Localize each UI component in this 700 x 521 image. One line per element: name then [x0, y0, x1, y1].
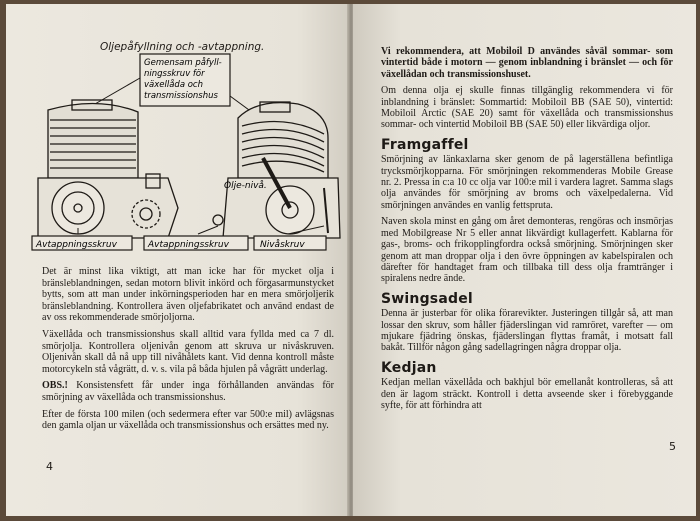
left-page-body: [42, 266, 334, 437]
label-avtappningsskruv-2: Avtappningsskruv: [148, 240, 229, 250]
paragraph-swingsadel: Denna är justerbar för olika förarevikter. Justeringen tillgår så, att man lossar den skruv, som håller fjäderslingan vid ramröret, varefter — om mjukare fjädring önskas, fjäderslingan flyttas framåt, i motsatt fall bakåt. Tillför någon gång sadellagringen några droppar olja.: [381, 308, 673, 354]
intro-alternatives: Om denna olja ej skulle finnas tillgänglig rekommendera vi för inblandning i bränslet: Sommartid: Mobiloil BB (SAE 50), vintertid: Mobiloil Arctic (SAE 20) samt för växellåda och transmissionshus sommar- och vintertid Mobiloil BB (SAE 50) eller likvärdiga oljor.: [381, 85, 673, 131]
left-page: [6, 4, 349, 516]
callout-line-4: transmissionshus: [144, 91, 218, 101]
paragraph-kedjan: Kedjan mellan växellåda och bakhjul bör emellanåt kontrolleras, så att den är lagom sträckt. Kontroll i detta avseende sker i förebyggande syfte, för att förhindra att: [381, 377, 673, 411]
paragraph-obs: [42, 380, 334, 403]
paragraph-framgaffel-1: Smörjning av länkaxlarna sker genom de på lagerställena befintliga trycksmörjkopparna. För smörjningen rekommenderas Mobile Grease nr. 2. Pressa in c:a 10 cc olja var 100:e mil i vardera lagret. Samma slags olja användes för smörjning av broms och växelpedalerna. Vid smörjningen användes en vanlig fettspruta.: [381, 154, 673, 211]
callout-line-3: växellåda och: [144, 80, 203, 90]
heading-swingsadel: Swingsadel: [381, 290, 473, 307]
olje-niva-label: Olje-nivå.: [224, 181, 267, 191]
heading-kedjan: Kedjan: [381, 359, 437, 376]
booklet-spread: [6, 4, 696, 516]
right-page-body: [381, 46, 673, 416]
callout-line-2: ningsskruv för: [144, 69, 205, 79]
paragraph-gearbox-level: Växellåda och transmissionshus skall alltid vara fyllda med ca 7 dl. smörjolja. Kontrollera oljenivån genom att skruva ur nivåskruven. Oljenivån skall då nå upp till nivåhålets kant. Vid denna kontroll måste motorcykeln stå vågrätt, d. v. s. vila på båda hjulen på vågrätt underlag.: [42, 328, 334, 375]
obs-text: Konsistensfett får under inga förhållanden användas för smörjning av växellåda och transmissionshus.: [42, 380, 335, 403]
paragraph-oil-change: Efter de första 100 milen (och sedermera efter var 500:e mil) avlägsnas den gamla oljan ur växellåda och transmissionshus och ersättes med ny.: [42, 408, 334, 432]
callout-line-1: Gemensam påfyll-: [144, 58, 222, 68]
engine-diagram: [28, 38, 346, 253]
page-number-right: 5: [669, 440, 676, 453]
page-number-left: 4: [46, 460, 53, 473]
heading-framgaffel: Framgaffel: [381, 136, 469, 153]
obs-label: OBS.!: [42, 380, 68, 392]
paragraph-framgaffel-2: Naven skola minst en gång om året demonteras, rengöras och insmörjas med Mobilgrease Nr 5 eller annat likvärdigt kullagerfett. Kablarna för gas-, broms- och frikopplingfordra också smörjning. Smörjningen sker genom att man droppar olja i den övre öppningen av kabelspiralen och därefter för handtaget fram och tillbaka till dess olja framtränger i spiralens nedre ände.: [381, 216, 673, 285]
right-page: [353, 4, 696, 516]
diagram-title: Oljepåfyllning och -avtappning.: [100, 41, 265, 53]
label-nivaskruv: Nivåskruv: [260, 240, 305, 250]
paragraph-oil-mixture: Det är minst lika viktigt, att man icke har för mycket olja i bränsleblandningen, sedan motorn blivit inkörd och förgasarmunstycket bytts, som att man under inkörningsperioden har en mera smörjoljerik bränsleblandning. Kontrollera även oljefabrikatet och använd endast de av oss rekommenderade smörjoljorna.: [42, 266, 334, 324]
intro-recommendation: Vi rekommendera, att Mobiloil D användes såväl sommar- som vintertid både i motorn — genom inblandning i bränslet — och för växellådan och transmissionshuset.: [381, 46, 673, 80]
label-avtappningsskruv-1: Avtappningsskruv: [36, 240, 117, 250]
